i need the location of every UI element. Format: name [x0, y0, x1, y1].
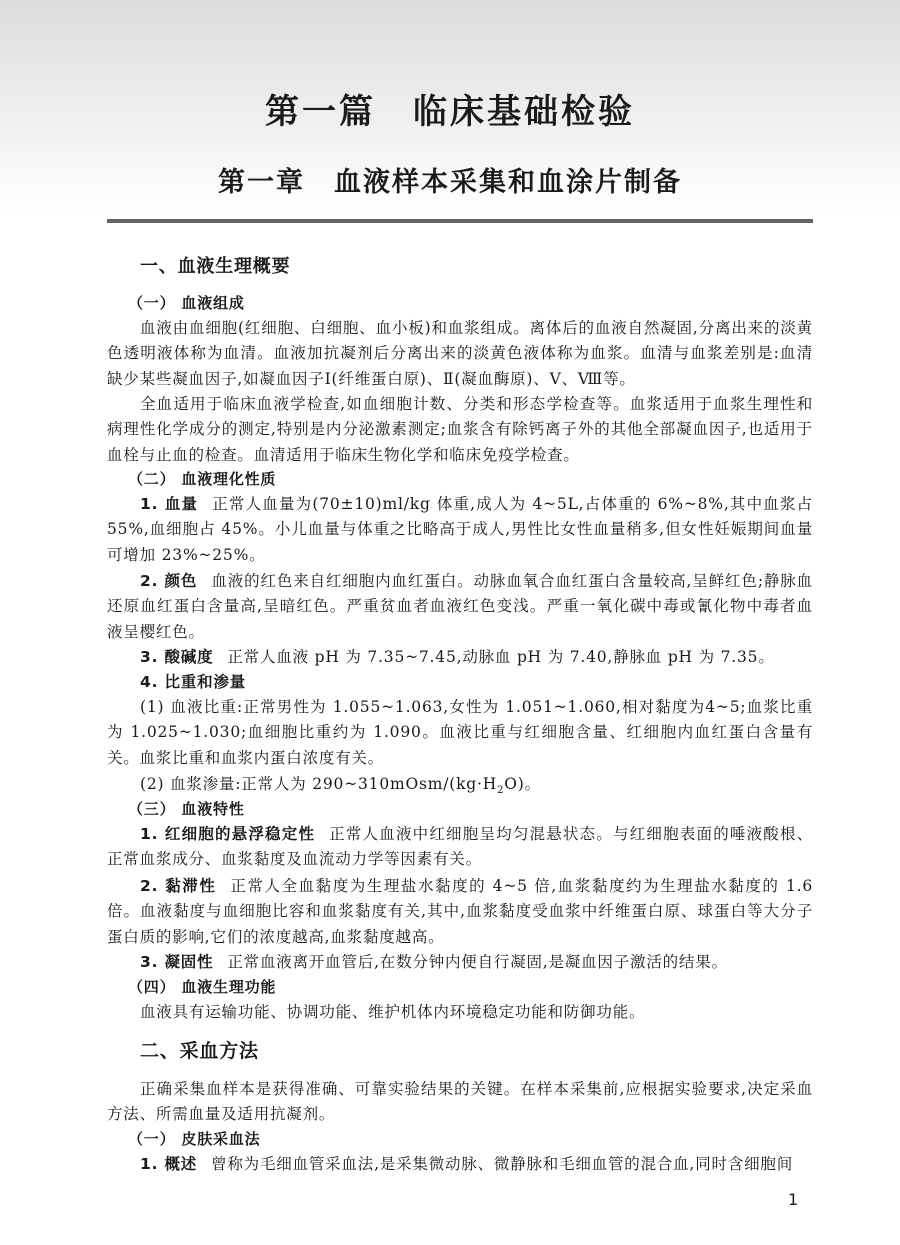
list-item	[107, 1152, 813, 1177]
subsection-heading: （三） 血液特性	[128, 800, 245, 818]
item-text: 正常人血量为(70±10)ml/kg 体重,成人为 4~5L,占体重的 6%~8%,其中血浆占 55%,血细胞占 45%。小儿血量与体重之比略高于成人,男性比女性血量稍多,但女性妊娠期间血量可增加 23%~25%。	[107, 495, 813, 564]
list-item	[107, 670, 813, 695]
item-label: 1. 概述	[140, 1155, 198, 1173]
paragraph: 血液具有运输功能、协调功能、维护机体内环境稳定功能和防御功能。	[140, 1003, 646, 1021]
item-label: 3. 酸碱度	[140, 648, 214, 666]
item-text: 正常人血液 pH 为 7.35~7.45,动脉血 pH 为 7.40,静脉血 pH 为 7.35。	[227, 648, 775, 666]
list-item	[107, 569, 813, 645]
chapter-title: 第一章 血液样本采集和血涂片制备	[218, 167, 682, 198]
text: O)。	[504, 775, 541, 793]
header-divider	[107, 219, 813, 223]
item-label: 3. 凝固性	[140, 953, 214, 971]
item-text: 正常血液离开血管后,在数分钟内便自行凝固,是凝血因子激活的结果。	[227, 953, 728, 971]
section-heading-1: 一、血液生理概要	[140, 256, 291, 277]
part-title: 第一篇 临床基础检验	[265, 92, 635, 132]
paragraph: 血液由血细胞(红细胞、白细胞、血小板)和血浆组成。离体后的血液自然凝固,分离出来的淡黄色透明液体称为血清。血液加抗凝剂后分离出来的淡黄色液体称为血浆。血清与血浆差别是:血清缺少某些凝血因子,如凝血因子Ⅰ(纤维蛋白原)、Ⅱ(凝血酶原)、Ⅴ、Ⅷ等。	[107, 319, 813, 388]
item-label: 2. 黏滞性	[140, 877, 217, 895]
item-text: 曾称为毛细血管采血法,是采集微动脉、微静脉和毛细血管的混合血,同时含细胞间	[211, 1155, 794, 1173]
subscript: 2	[497, 785, 505, 797]
subsection-heading: （一） 血液组成	[128, 294, 245, 312]
subsection-heading: （二） 血液理化性质	[128, 470, 277, 488]
paragraph: (1) 血液比重:正常男性为 1.055~1.063,女性为 1.051~1.060,相对黏度为4~5;血浆比重为 1.025~1.030;血细胞比重约为 1.090。血液比重与红细胞含量、红细胞内血红蛋白含量有关。血浆比重和血浆内蛋白浓度有关。	[107, 698, 813, 767]
subsection-heading: （四） 血液生理功能	[128, 978, 277, 996]
item-label: 2. 颜色	[140, 572, 198, 590]
item-label: 4. 比重和渗量	[140, 673, 246, 691]
item-text: 正常人全血黏度为生理盐水黏度的 4~5 倍,血浆黏度约为生理盐水黏度的 1.6 倍。血液黏度与血细胞比容和血浆黏度有关,其中,血浆黏度受血浆中纤维蛋白原、球蛋白等大分子蛋白质的影响,它们的浓度越高,血浆黏度越高。	[107, 877, 813, 946]
list-item	[107, 492, 813, 568]
item-text: 血液的红色来自红细胞内血红蛋白。动脉血氧合血红蛋白含量较高,呈鲜红色;静脉血还原血红蛋白含量高,呈暗红色。严重贫血者血液红色变浅。严重一氧化碳中毒或氰化物中毒者血液呈樱红色。	[107, 572, 813, 641]
list-item	[107, 822, 813, 873]
list-item	[107, 645, 813, 670]
item-text: 正常人血液中红细胞呈均匀混悬状态。与红细胞表面的唾液酸根、正常血浆成分、血浆黏度及血流动力学等因素有关。	[107, 825, 814, 869]
list-item	[107, 874, 813, 950]
page-number: 1	[788, 1190, 799, 1209]
item-label: 1. 红细胞的悬浮稳定性	[140, 825, 316, 843]
item-label: 1. 血量	[140, 495, 199, 513]
paragraph: 全血适用于临床血液学检查,如血细胞计数、分类和形态学检查等。血浆适用于血浆生理性和病理性化学成分的测定,特别是内分泌激素测定;血浆含有除钙离子外的其他全部凝血因子,也适用于血栓与止血的检查。血清适用于临床生物化学和临床免疫学检查。	[107, 395, 813, 464]
section-heading-2: 二、采血方法	[140, 1040, 259, 1062]
paragraph: 正确采集血样本是获得准确、可靠实验结果的关键。在样本采集前,应根据实验要求,决定采血方法、所需血量及适用抗凝剂。	[107, 1080, 813, 1124]
subsection-heading: （一） 皮肤采血法	[128, 1130, 261, 1148]
list-item	[107, 950, 813, 975]
text: (2) 血浆渗量:正常人为 290~310mOsm/(kg·H	[140, 775, 498, 793]
